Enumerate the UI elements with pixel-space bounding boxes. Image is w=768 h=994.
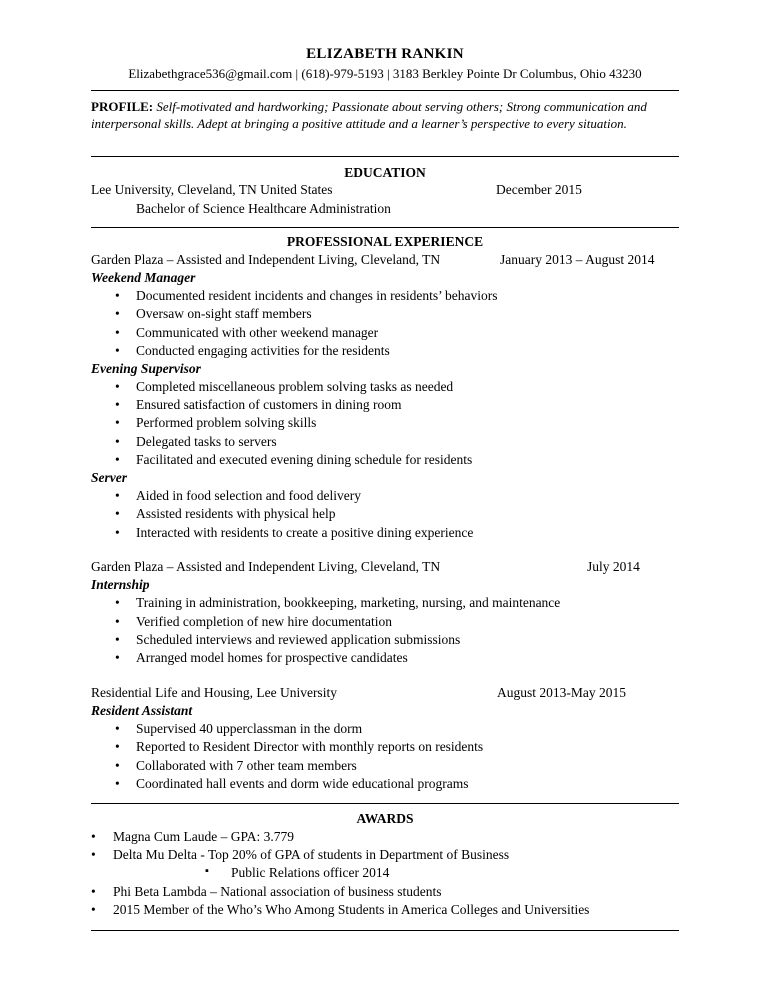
bullet-item: Scheduled interviews and reviewed application submissions bbox=[136, 632, 461, 647]
bullet-item: Reported to Resident Director with monthly reports on residents bbox=[136, 739, 484, 754]
divider bbox=[91, 227, 679, 228]
bullet-icon: • bbox=[115, 776, 120, 791]
bullet-item: Communicated with other weekend manager bbox=[136, 325, 379, 340]
education-date: December 2015 bbox=[496, 182, 582, 197]
education-school: Lee University, Cleveland, TN United States bbox=[91, 182, 333, 197]
bullet-item: Coordinated hall events and dorm wide educational programs bbox=[136, 776, 469, 791]
profile-label: PROFILE: bbox=[91, 99, 154, 114]
bullet-item: Assisted residents with physical help bbox=[136, 506, 336, 521]
bullet-icon: • bbox=[115, 306, 120, 321]
bullet-item: Training in administration, bookkeeping, marketing, nursing, and maintenance bbox=[136, 595, 561, 610]
divider bbox=[91, 930, 679, 931]
divider bbox=[91, 90, 679, 91]
bullet-icon: • bbox=[115, 525, 120, 540]
divider bbox=[91, 156, 679, 157]
divider bbox=[91, 803, 679, 804]
bullet-item: Verified completion of new hire documentation bbox=[136, 614, 393, 629]
bullet-icon: • bbox=[115, 452, 120, 467]
contact-line: Elizabethgrace536@gmail.com | (618)-979-5193 | 3183 Berkley Pointe Dr Columbus, Ohio 43230 bbox=[128, 66, 642, 81]
bullet-icon: • bbox=[115, 415, 120, 430]
role-title: Evening Supervisor bbox=[91, 361, 201, 376]
role-title: Weekend Manager bbox=[91, 270, 196, 285]
bullet-item: Documented resident incidents and changes in residents’ behaviors bbox=[136, 288, 498, 303]
job-organization: Residential Life and Housing, Lee University bbox=[91, 685, 337, 700]
bullet-icon: • bbox=[115, 614, 120, 629]
bullet-icon: • bbox=[115, 650, 120, 665]
bullet-icon: • bbox=[115, 288, 120, 303]
bullet-item: Completed miscellaneous problem solving tasks as needed bbox=[136, 379, 454, 394]
bullet-item: Performed problem solving skills bbox=[136, 415, 317, 430]
bullet-item: Arranged model homes for prospective candidates bbox=[136, 650, 408, 665]
bullet-item: Interacted with residents to create a positive dining experience bbox=[136, 525, 474, 540]
education-heading: EDUCATION bbox=[344, 165, 426, 180]
bullet-icon: • bbox=[115, 758, 120, 773]
bullet-icon: • bbox=[115, 739, 120, 754]
resume-name: ELIZABETH RANKIN bbox=[306, 46, 464, 62]
job-organization: Garden Plaza – Assisted and Independent Living, Cleveland, TN bbox=[91, 559, 441, 574]
bullet-icon: • bbox=[115, 343, 120, 358]
bullet-icon: • bbox=[115, 488, 120, 503]
bullet-icon: • bbox=[115, 506, 120, 521]
bullet-icon: • bbox=[115, 721, 120, 736]
bullet-item: Aided in food selection and food delivery bbox=[136, 488, 361, 503]
education-degree: Bachelor of Science Healthcare Administration bbox=[136, 201, 391, 216]
bullet-item: Supervised 40 upperclassman in the dorm bbox=[136, 721, 363, 736]
award-item: Delta Mu Delta - Top 20% of GPA of students in Department of Business bbox=[113, 847, 510, 862]
bullet-item: Ensured satisfaction of customers in dining room bbox=[136, 397, 402, 412]
bullet-icon: • bbox=[115, 397, 120, 412]
award-item: Phi Beta Lambda – National association of business students bbox=[113, 884, 442, 899]
bullet-icon: • bbox=[91, 902, 96, 917]
bullet-item: Conducted engaging activities for the residents bbox=[136, 343, 390, 358]
role-title: Resident Assistant bbox=[91, 703, 193, 718]
awards-heading: AWARDS bbox=[356, 811, 414, 826]
bullet-icon: • bbox=[115, 434, 120, 449]
award-sub-item: Public Relations officer 2014 bbox=[231, 865, 390, 880]
bullet-icon: • bbox=[91, 847, 96, 862]
job-date: January 2013 – August 2014 bbox=[500, 252, 655, 267]
role-title: Internship bbox=[91, 577, 150, 592]
bullet-icon: • bbox=[115, 595, 120, 610]
award-item: 2015 Member of the Who’s Who Among Students in America Colleges and Universities bbox=[113, 902, 590, 917]
bullet-icon: • bbox=[115, 632, 120, 647]
role-title: Server bbox=[91, 470, 127, 485]
experience-heading: PROFESSIONAL EXPERIENCE bbox=[286, 234, 484, 249]
profile-text: Self-motivated and hardworking; Passionate about serving others; Strong communication and interpersonal skills. Adept at bringing a positive attitude and a learner’s perspective to every situation. bbox=[91, 99, 647, 131]
bullet-icon: • bbox=[91, 829, 96, 844]
job-date: July 2014 bbox=[587, 559, 640, 574]
bullet-item: Oversaw on-sight staff members bbox=[136, 306, 312, 321]
bullet-item: Facilitated and executed evening dining schedule for residents bbox=[136, 452, 473, 467]
bullet-item: Collaborated with 7 other team members bbox=[136, 758, 357, 773]
bullet-icon: • bbox=[91, 884, 96, 899]
sub-bullet-icon: ▪ bbox=[205, 865, 209, 877]
bullet-icon: • bbox=[115, 379, 120, 394]
bullet-item: Delegated tasks to servers bbox=[136, 434, 277, 449]
award-item: Magna Cum Laude – GPA: 3.779 bbox=[113, 829, 294, 844]
job-organization: Garden Plaza – Assisted and Independent Living, Cleveland, TN bbox=[91, 252, 441, 267]
bullet-icon: • bbox=[115, 325, 120, 340]
profile-section bbox=[91, 99, 679, 132]
job-date: August 2013-May 2015 bbox=[497, 685, 626, 700]
